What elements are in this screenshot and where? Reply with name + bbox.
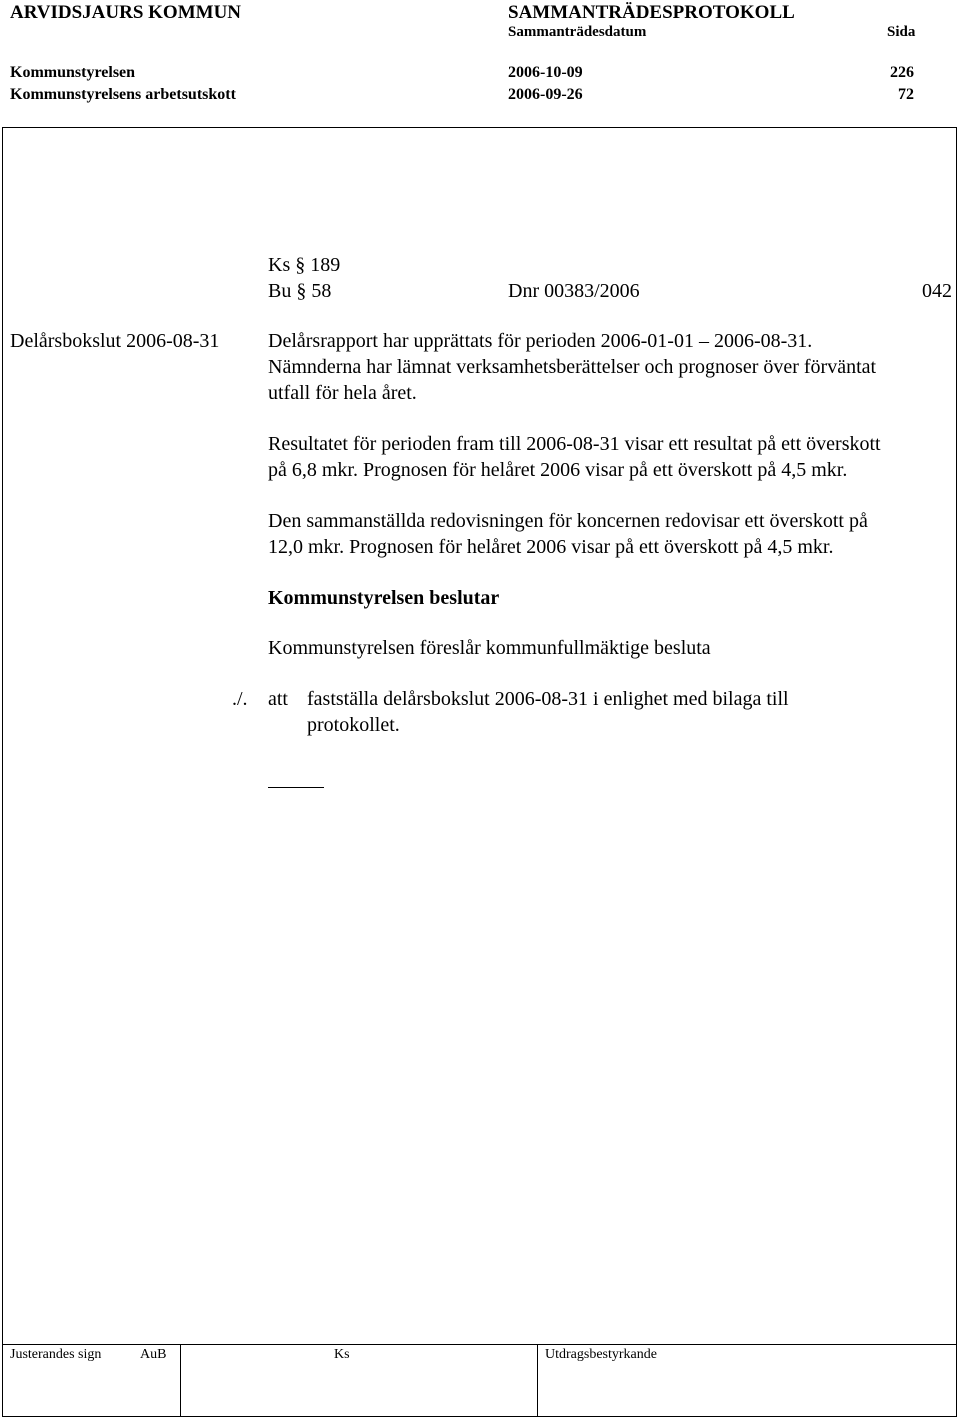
municipality-name: ARVIDSJAURS KOMMUN — [10, 2, 242, 23]
attachment-marker: ./. — [232, 688, 248, 710]
paragraph-2-line-2: på 6,8 mkr. Prognosen för helåret 2006 visar på ett överskott på 4,5 mkr. — [268, 459, 848, 481]
paragraph-2-line-1: Resultatet för perioden fram till 2006-08-31 visar ett resultat på ett överskott — [268, 433, 881, 455]
utdrag-label: Utdragsbestyrkande — [545, 1347, 657, 1362]
paragraph-1-line-1: Delårsrapport har upprättats för perioden 2006-01-01 – 2006-08-31. — [268, 330, 813, 352]
header-page-1: 226 — [890, 64, 914, 81]
footer-divider-2 — [537, 1345, 538, 1416]
bu-reference: Bu § 58 — [268, 280, 332, 302]
footer-divider-1 — [180, 1345, 181, 1416]
margin-title: Delårsbokslut 2006-08-31 — [10, 330, 220, 352]
proposal-text: Kommunstyrelsen föreslår kommunfullmäktige besluta — [268, 637, 711, 659]
signature-1: AuB — [140, 1347, 167, 1362]
paragraph-1-line-3: utfall för hela året. — [268, 382, 417, 404]
paragraph-3-line-2: 12,0 mkr. Prognosen för helåret 2006 visar på ett överskott på 4,5 mkr. — [268, 536, 834, 558]
header-page-2: 72 — [898, 86, 914, 103]
header-date-1: 2006-10-09 — [508, 64, 583, 81]
page-frame — [2, 127, 957, 1417]
end-rule — [268, 787, 324, 788]
paragraph-3-line-1: Den sammanställda redovisningen för koncernen redovisar ett överskott på — [268, 510, 868, 532]
signature-2: Ks — [334, 1347, 350, 1362]
ks-reference: Ks § 189 — [268, 254, 341, 276]
decision-line-2: protokollet. — [307, 714, 400, 736]
archive-code: 042 — [922, 280, 952, 302]
paragraph-1-line-2: Nämnderna har lämnat verksamhetsberättelser och prognoser över förväntat — [268, 356, 877, 378]
document-type: SAMMANTRÄDESPROTOKOLL — [508, 2, 795, 23]
decision-line-1: fastställa delårsbokslut 2006-08-31 i enlighet med bilaga till — [307, 688, 789, 710]
page-label: Sida — [887, 24, 916, 40]
diary-number: Dnr 00383/2006 — [508, 280, 640, 302]
att-keyword: att — [268, 688, 288, 710]
date-label: Sammanträdesdatum — [508, 24, 647, 40]
header-date-2: 2006-09-26 — [508, 86, 583, 103]
header-body-1: Kommunstyrelsen — [10, 64, 136, 81]
decision-heading: Kommunstyrelsen beslutar — [268, 587, 500, 609]
header-body-2: Kommunstyrelsens arbetsutskott — [10, 86, 236, 103]
justerandes-label: Justerandes sign — [10, 1347, 102, 1362]
